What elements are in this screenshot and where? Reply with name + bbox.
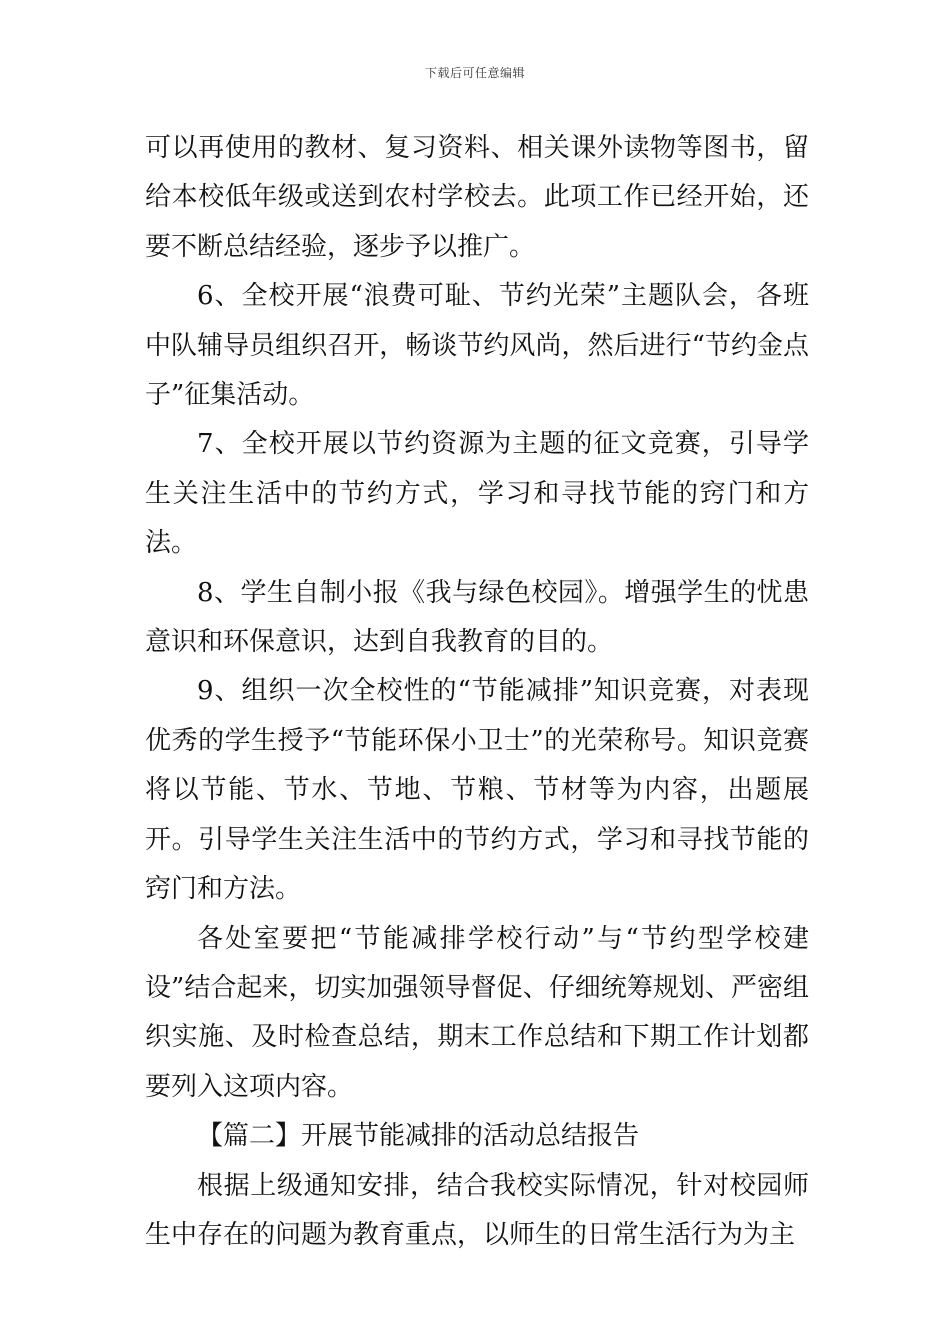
paragraph-item-6: 6、全校开展“浪费可耻、节约光荣”主题队会，各班中队辅导员组织召开，畅谈节约风尚，然后进行“节约金点子”征集活动。: [145, 281, 809, 411]
paragraph-item-9: 9、组织一次全校性的“节能减排”知识竞赛，对表现优秀的学生授予“节能环保小卫士”的光荣称号。知识竞赛将以节能、节水、节地、节粮、节材等为内容，出题展开。引导学生关注生活中的节约方式，学习和寻找节能的窍门和方法。: [145, 676, 809, 905]
paragraph-continuation: 可以再使用的教材、复习资料、相关课外读物等图书，留给本校低年级或送到农村学校去。此项工作已经开始，还要不断总结经验，逐步予以推广。: [145, 133, 809, 262]
document-body: [145, 124, 809, 1260]
section-heading: 【篇二】开展节能减排的活动总结报告: [197, 1121, 640, 1152]
paragraph-item-8: 8、学生自制小报《我与绿色校园》。增强学生的忧患意识和环保意识，达到自我教育的目的。: [145, 577, 809, 658]
page-header-note: 下载后可任意编辑: [424, 66, 525, 80]
paragraph-intro: 根据上级通知安排，结合我校实际情况，针对校园师生中存在的问题为教育重点，以师生的日常生活行为为主: [145, 1170, 809, 1250]
paragraph-summary: 各处室要把“节能减排学校行动”与“节约型学校建设”结合起来，切实加强领导督促、仔细统筹规划、严密组织实施、及时检查总结，期末工作总结和下期工作计划都要列入这项内容。: [145, 923, 809, 1102]
paragraph-item-7: 7、全校开展以节约资源为主题的征文竞赛，引导学生关注生活中的节约方式，学习和寻找节能的窍门和方法。: [145, 429, 809, 559]
